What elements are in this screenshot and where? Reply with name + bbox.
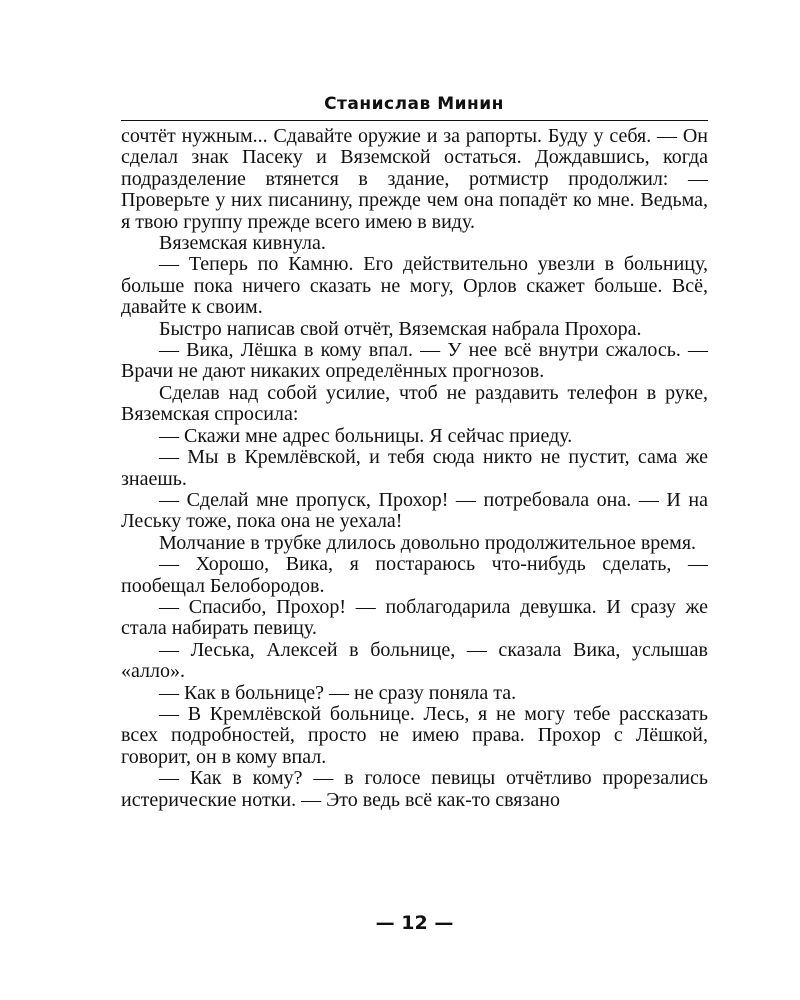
paragraph: — Как в больнице? — не сразу поняла та. (159, 681, 517, 704)
paragraph: — Спасибо, Прохор! — поблагодарила девушка. И сразу же стала набирать певицу. (121, 595, 708, 640)
header-divider (121, 120, 708, 121)
paragraph: — В Кремлёвской больнице. Лесь, я не могу тебе рассказать всех подробностей, просто не имею права. Прохор с Лёшкой, говорит, он в кому впал. (121, 702, 708, 768)
paragraph: сочтёт нужным... Сдавайте оружие и за рапорты. Буду у себя. — Он сделал знак Пасеку и Вяземской остаться. Дождавшись, когда подразделение втянется в здание, ротмистр продолжил: — Проверьте у них писанину, прежде чем она попадёт ко мне. Ведьма, я твою группу прежде всего имею в виду. (121, 125, 708, 233)
paragraph: Быстро написав свой отчёт, Вяземская набрала Прохора. (159, 317, 642, 340)
body-text (121, 126, 708, 811)
paragraph: — Скажи мне адрес больницы. Я сейчас приеду. (159, 424, 573, 447)
paragraph: Молчание в трубке длилось довольно продолжительное время. (159, 531, 697, 554)
paragraph: Вяземская кивнула. (159, 232, 326, 255)
paragraph: — Хорошо, Вика, я постараюсь что-нибудь сделать, — пообещал Белобородов. (121, 553, 708, 597)
running-title: Станислав Минин (324, 94, 504, 114)
paragraph: Сделав над собой усилие, чтоб не раздавить телефон в руке, Вяземская спросила: (121, 381, 708, 426)
paragraph: — Мы в Кремлёвской, и тебя сюда никто не пустит, сама же знаешь. (121, 446, 708, 490)
paragraph: — Леська, Алексей в больнице, — сказала Вика, услышав «алло». (121, 638, 708, 683)
paragraph: — Сделай мне пропуск, Прохор! — потребовала она. — И на Леську тоже, пока она не уехала! (121, 488, 708, 533)
page-number: — 12 — (375, 912, 454, 934)
paragraph: — Как в кому? — в голосе певицы отчётливо прорезались истерические нотки. — Это ведь всё как-то связано (121, 767, 708, 811)
paragraph: — Теперь по Камню. Его действительно увезли в больницу, больше пока ничего сказать не могу, Орлов скажет больше. Всё, давайте к своим. (121, 253, 708, 319)
paragraph: — Вика, Лёшка в кому впал. — У нее всё внутри сжалось. — Врачи не дают никаких определённых прогнозов. (121, 339, 708, 383)
